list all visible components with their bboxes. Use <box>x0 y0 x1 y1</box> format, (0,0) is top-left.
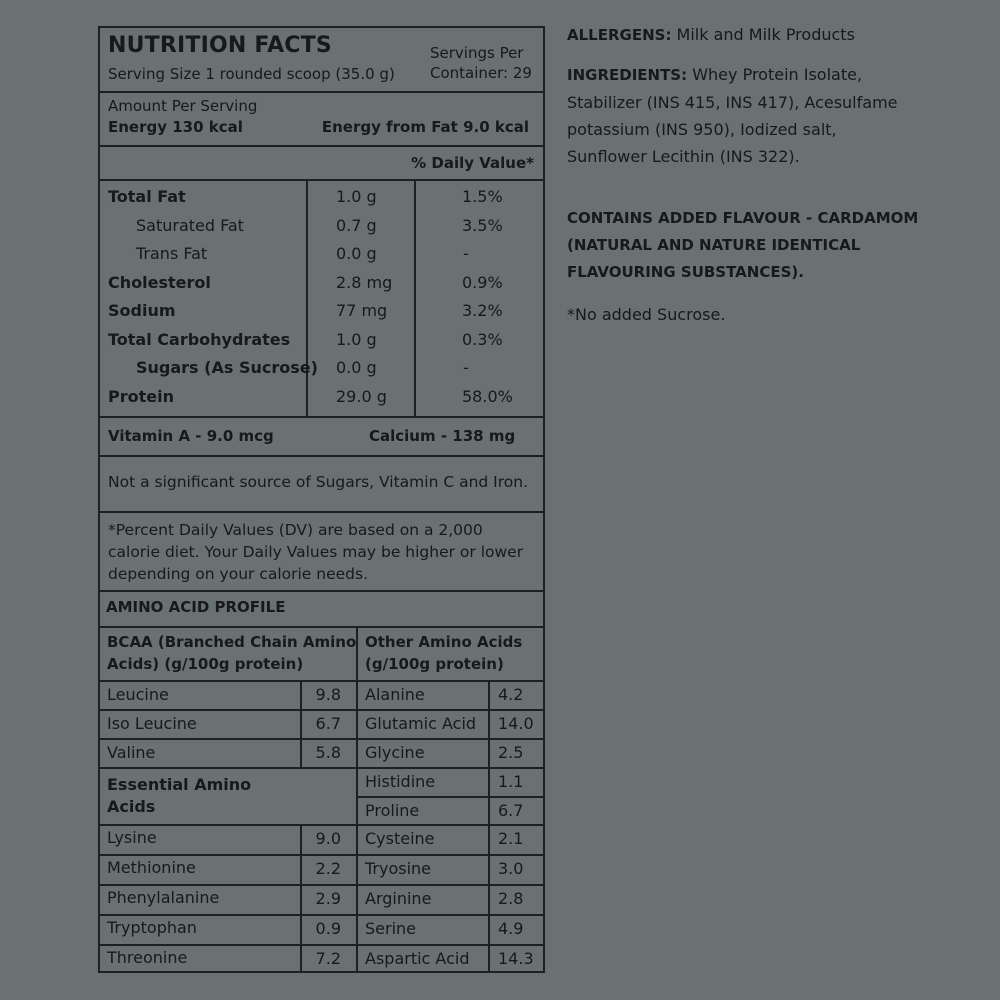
divider <box>356 824 545 826</box>
divider <box>98 709 357 711</box>
nutrient-amount: 1.0 g <box>336 187 377 206</box>
energy-from-fat: Energy from Fat 9.0 kcal <box>321 118 529 136</box>
no-sucrose-text: *No added Sucrose. <box>567 305 726 324</box>
divider <box>98 455 545 457</box>
divider <box>98 179 545 181</box>
serving-size: Serving Size 1 rounded scoop (35.0 g) <box>108 65 395 83</box>
divider <box>98 91 545 93</box>
amino-acid-name: Iso Leucine <box>107 714 197 733</box>
servings-per-line1: Servings Per <box>430 44 524 62</box>
divider <box>98 511 545 513</box>
divider <box>98 884 357 886</box>
allergens-label: ALLERGENS: <box>567 26 672 44</box>
divider <box>356 944 545 946</box>
divider <box>356 884 545 886</box>
amino-acid-name: Arginine <box>365 889 432 908</box>
amino-acid-value: 3.0 <box>498 859 524 878</box>
other-header-line1: Other Amino Acids <box>365 633 523 651</box>
nutrient-daily-value: 3.2% <box>462 301 503 320</box>
nutrient-name: Total Carbohydrates <box>108 330 291 349</box>
no-sucrose-note <box>567 301 927 328</box>
amino-acid-value: 6.7 <box>498 801 524 820</box>
nutrient-daily-value: 3.5% <box>462 216 503 235</box>
dv-note-line2: calorie diet. Your Daily Values may be higher or lower <box>108 543 524 561</box>
flavour-line3: FLAVOURING SUBSTANCES). <box>567 263 804 281</box>
column-divider <box>300 680 302 768</box>
amino-acid-value: 14.3 <box>498 949 534 968</box>
amino-title: AMINO ACID PROFILE <box>106 598 286 616</box>
other-header-line2: (g/100g protein) <box>365 655 504 673</box>
nutrient-amount: 0.0 g <box>336 244 377 263</box>
nutrient-amount: 77 mg <box>336 301 388 320</box>
divider <box>356 738 545 740</box>
amount-per-serving: Amount Per Serving <box>108 97 258 115</box>
amino-acid-name: Tryosine <box>365 859 432 878</box>
amino-acid-name: Cysteine <box>365 829 435 848</box>
amino-acid-name: Methionine <box>107 858 196 877</box>
amino-acid-name: Alanine <box>365 685 425 704</box>
nutrient-daily-value: 0.9% <box>462 273 503 292</box>
nutrient-amount: 29.0 g <box>336 387 387 406</box>
amino-acid-value: 9.8 <box>315 685 341 704</box>
nutrient-amount: 0.0 g <box>336 358 377 377</box>
amino-acid-name: Histidine <box>365 772 436 791</box>
amino-acid-name: Tryptophan <box>107 918 197 937</box>
divider <box>98 944 357 946</box>
flavour-line2: (NATURAL AND NATURE IDENTICAL <box>567 236 861 254</box>
amino-acid-value: 14.0 <box>498 714 534 733</box>
ingredients-block <box>567 61 927 170</box>
amino-acid-value: 2.9 <box>315 889 341 908</box>
amino-acid-value: 9.0 <box>315 829 341 848</box>
divider <box>356 914 545 916</box>
nutrient-daily-value: - <box>463 244 469 263</box>
amino-acid-value: 6.7 <box>315 714 341 733</box>
divider <box>356 767 545 769</box>
column-divider <box>414 179 416 417</box>
amino-acid-value: 2.5 <box>498 743 524 762</box>
flavour-line1: CONTAINS ADDED FLAVOUR - CARDAMOM <box>567 209 919 227</box>
calcium: Calcium - 138 mg <box>369 427 516 445</box>
nutrient-name: Sugars (As Sucrose) <box>136 358 318 377</box>
divider <box>98 914 357 916</box>
amino-acid-name: Threonine <box>107 948 188 967</box>
amino-acid-name: Aspartic Acid <box>365 949 470 968</box>
amino-acid-name: Lysine <box>107 828 157 847</box>
nutrient-name: Total Fat <box>108 187 186 206</box>
amino-acid-name: Valine <box>107 743 156 762</box>
essential-header-line1: Essential Amino <box>107 775 252 794</box>
amino-acid-value: 0.9 <box>315 919 341 938</box>
column-divider <box>356 626 358 973</box>
daily-value-header: % Daily Value* <box>411 154 534 172</box>
column-divider <box>306 179 308 417</box>
amino-acid-name: Proline <box>365 801 420 820</box>
amino-acid-value: 4.2 <box>498 685 524 704</box>
ingredients-line1: Whey Protein Isolate, <box>687 65 863 84</box>
nutrient-name: Trans Fat <box>136 244 208 263</box>
divider <box>98 680 545 682</box>
amino-acid-name: Glycine <box>365 743 425 762</box>
nutrient-amount: 1.0 g <box>336 330 377 349</box>
not-significant-note: Not a significant source of Sugars, Vitamin C and Iron. <box>108 473 529 491</box>
nutrient-daily-value: 0.3% <box>462 330 503 349</box>
dv-note-line3: depending on your calorie needs. <box>108 565 369 583</box>
nutrient-daily-value: 1.5% <box>462 187 503 206</box>
vitamin-a: Vitamin A - 9.0 mcg <box>108 427 274 445</box>
nutrient-name: Cholesterol <box>108 273 211 292</box>
divider <box>356 709 545 711</box>
ingredients-label: INGREDIENTS: <box>567 66 688 84</box>
column-divider <box>300 824 302 973</box>
nutrient-name: Saturated Fat <box>136 216 244 235</box>
amino-acid-value: 2.1 <box>498 829 524 848</box>
amino-acid-value: 4.9 <box>498 919 524 938</box>
servings-per-line2: Container: 29 <box>430 64 532 82</box>
divider <box>98 767 357 769</box>
divider <box>98 626 545 628</box>
flavour-block <box>567 205 927 286</box>
nutrient-name: Sodium <box>108 301 176 320</box>
amino-acid-value: 2.8 <box>498 889 524 908</box>
amino-acid-name: Leucine <box>107 685 169 704</box>
allergens-block <box>567 21 927 49</box>
amino-acid-name: Glutamic Acid <box>365 714 477 733</box>
nutrition-title: NUTRITION FACTS <box>108 33 332 58</box>
divider <box>98 824 357 826</box>
nutrient-name: Protein <box>108 387 174 406</box>
divider <box>98 590 545 592</box>
amino-acid-value: 2.2 <box>315 859 341 878</box>
divider <box>98 416 545 418</box>
nutrient-daily-value: - <box>463 358 469 377</box>
amino-acid-value: 1.1 <box>498 772 524 791</box>
allergens-value: Milk and Milk Products <box>676 25 855 44</box>
ingredients-line4: Sunflower Lecithin (INS 322). <box>567 147 800 166</box>
dv-note-line1: *Percent Daily Values (DV) are based on a 2,000 <box>108 521 483 539</box>
amino-acid-name: Phenylalanine <box>107 888 220 907</box>
bcaa-header-line2: Acids) (g/100g protein) <box>107 655 304 673</box>
energy: Energy 130 kcal <box>108 118 243 136</box>
bcaa-header-line1: BCAA (Branched Chain Amino <box>107 633 357 651</box>
amino-acid-value: 7.2 <box>315 949 341 968</box>
essential-header-line2: Acids <box>107 797 156 816</box>
nutrient-amount: 0.7 g <box>336 216 377 235</box>
divider <box>356 854 545 856</box>
divider <box>98 145 545 147</box>
column-divider <box>488 680 490 973</box>
ingredients-line2: Stabilizer (INS 415, INS 417), Acesulfame <box>567 93 898 112</box>
divider <box>98 738 357 740</box>
nutrient-daily-value: 58.0% <box>462 387 513 406</box>
divider <box>356 796 545 798</box>
ingredients-line3: potassium (INS 950), Iodized salt, <box>567 120 837 139</box>
nutrient-amount: 2.8 mg <box>336 273 393 292</box>
amino-acid-value: 5.8 <box>315 743 341 762</box>
divider <box>98 854 357 856</box>
amino-acid-name: Serine <box>365 919 417 938</box>
